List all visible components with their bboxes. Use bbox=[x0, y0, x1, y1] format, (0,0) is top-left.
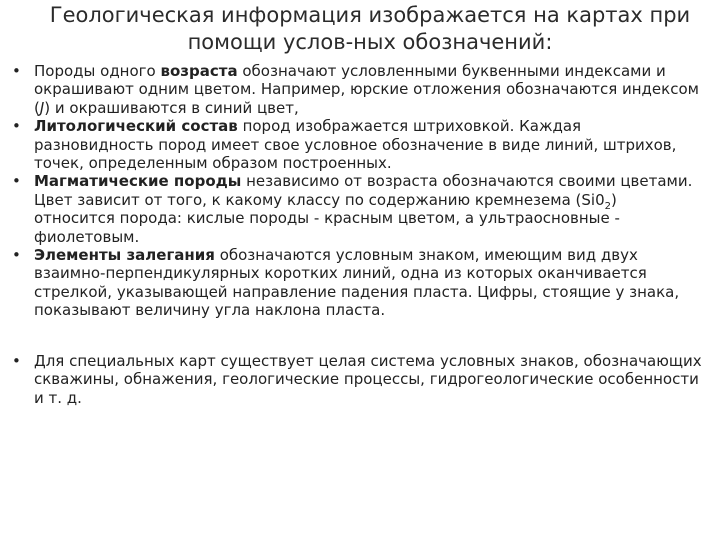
slide-title bbox=[40, 2, 700, 56]
bullet-item-special-maps: • Для специальных карт существует целая система условных знаков, обозначающих скважины, обнажения, геологические процессы, гидрогеологические особенности и т. д. bbox=[12, 351, 702, 407]
bullet-item-magmatic: • Магматические породы независимо от возраста обозначаются своими цветами. Цвет зависит от того, к какому классу по содержанию кремнезема $(Si0_2)$ относится порода: кислые породы - красным цветом, а ультраосновные - фиолетовым. bbox=[12, 172, 693, 246]
title-line-1: Геологическая информация изображается на картах при bbox=[49, 3, 691, 27]
bullet-dot: • bbox=[12, 62, 21, 80]
index-j: J bbox=[39, 98, 45, 117]
term-magmatic: Магматические породы bbox=[34, 172, 242, 191]
bullet-dot: • bbox=[12, 246, 21, 265]
term-age: возраста bbox=[160, 62, 238, 80]
title-line-2: помощи услов-ных обозначений: bbox=[187, 30, 553, 54]
term-bedding: Элементы залегания bbox=[34, 246, 215, 265]
bullet-list bbox=[0, 62, 710, 407]
term-lithology: Литологический состав bbox=[34, 117, 238, 136]
bullet-item-lithology: • Литологический состав пород изображается штриховкой. Каждая разновидность пород имеет свое условное обозначение в виде линий, штрихов, точек, определенным образом построенных. bbox=[12, 117, 677, 173]
bullet-dot: • bbox=[12, 117, 21, 136]
bullet-dot: • bbox=[12, 351, 21, 370]
bullet-dot: • bbox=[12, 172, 21, 191]
subscript-2: 2 bbox=[604, 200, 611, 212]
bullet-item-bedding: • Элементы залегания обозначаются условным знаком, имеющим вид двух взаимно-перпендикулярных коротких линий, одна из которых оканчивается стрелкой, указывающей направление падения пласта. Цифры, стоящие у знака, показывают величину угла наклона пласта. bbox=[12, 246, 680, 320]
bullet-item-age: • Породы одного возраста обозначают условленными буквенными индексами и окрашивают одним цветом. Например, юрские отложения обозначаются индексом (J) и окрашиваются в синий цвет, bbox=[12, 62, 699, 117]
